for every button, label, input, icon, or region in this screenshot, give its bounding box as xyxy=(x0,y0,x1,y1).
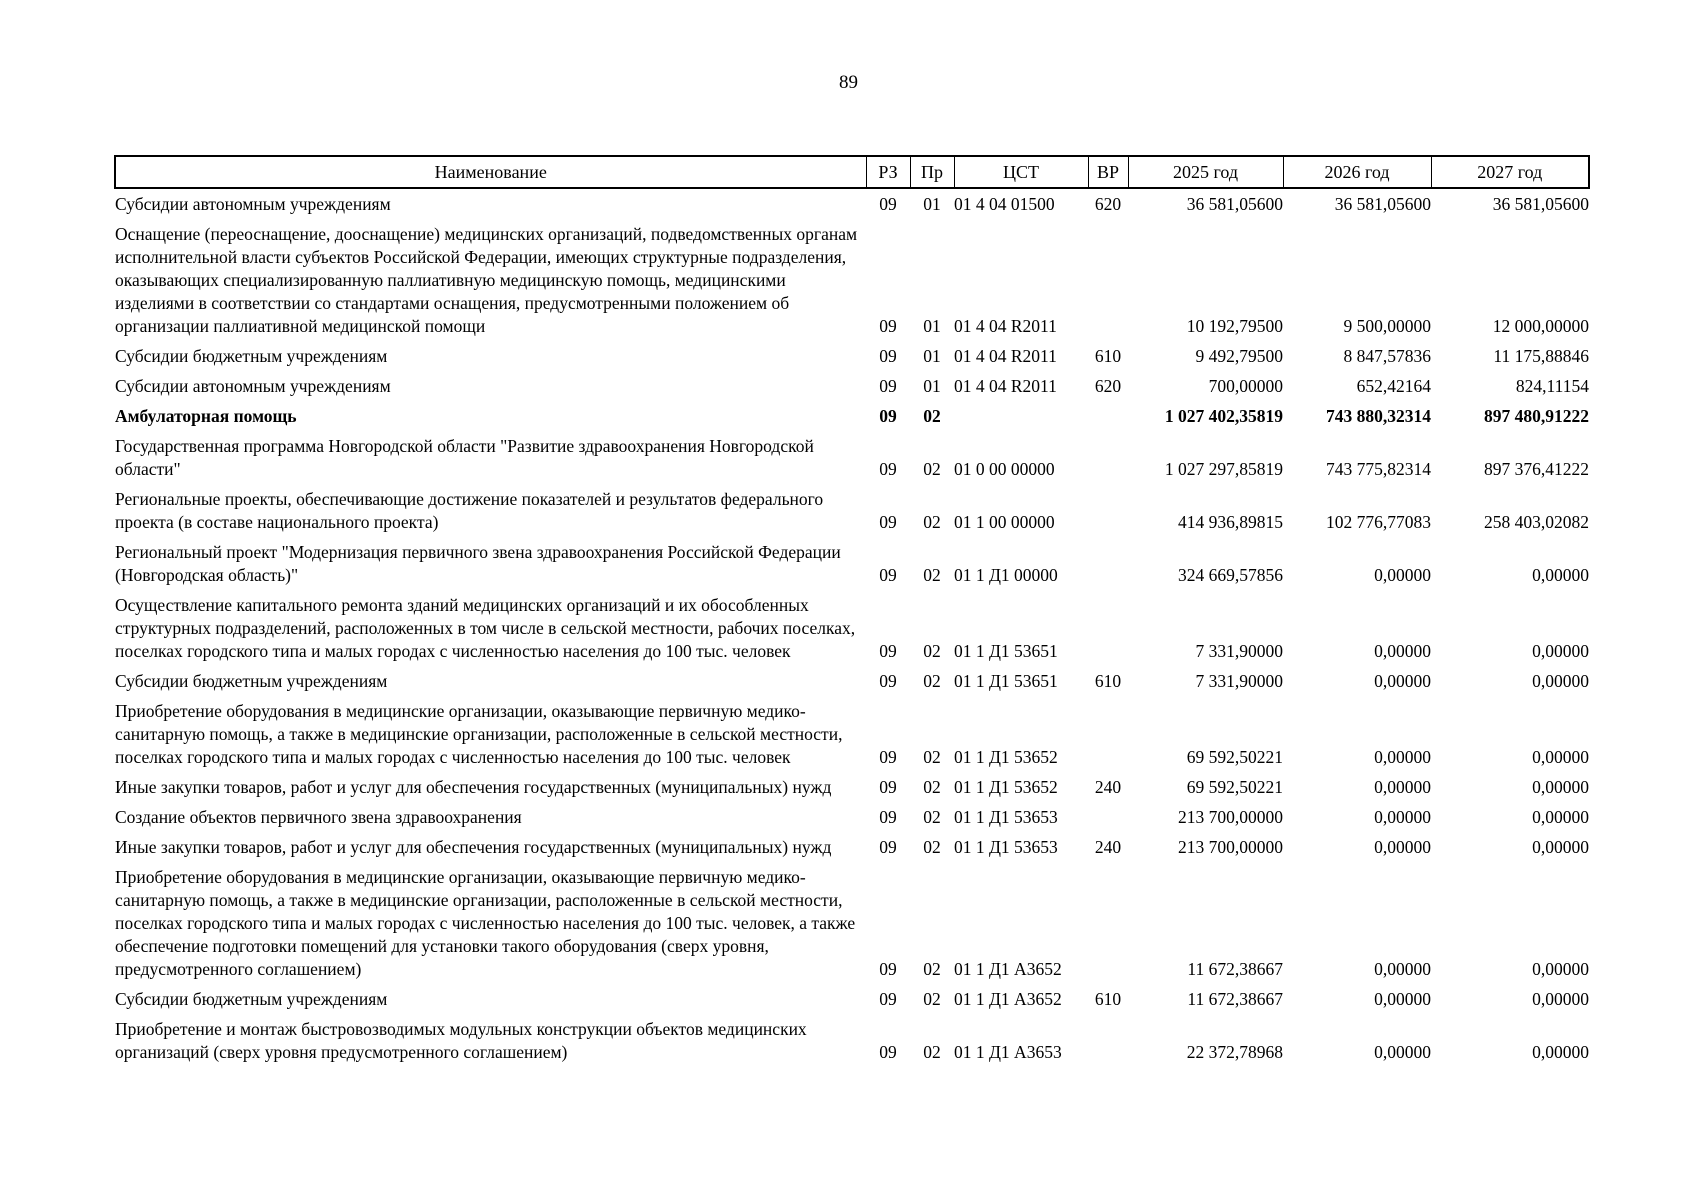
row-cst: 01 4 04 01500 xyxy=(954,194,1055,214)
row-rz: 09 xyxy=(879,346,897,366)
header-rz: РЗ xyxy=(866,156,910,188)
header-vr: ВР xyxy=(1088,156,1128,188)
row-amount-2027: 0,00000 xyxy=(1532,959,1589,979)
page-number: 89 xyxy=(839,72,858,93)
row-pr: 02 xyxy=(923,565,941,585)
row-cst: 01 4 04 R2011 xyxy=(954,316,1057,336)
row-vr xyxy=(1088,699,1128,775)
row-amount-2026: 0,00000 xyxy=(1374,671,1431,691)
row-cst: 01 1 Д1 А3652 xyxy=(954,989,1062,1009)
row-vr xyxy=(1088,865,1128,987)
row-rz: 09 xyxy=(879,837,897,857)
row-pr: 02 xyxy=(923,512,941,532)
row-name: Субсидии автономным учреждениям xyxy=(115,376,391,396)
row-amount-2027: 36 581,05600 xyxy=(1492,194,1589,214)
row-cst: 01 4 04 R2011 xyxy=(954,376,1057,396)
row-amount-2027: 0,00000 xyxy=(1532,837,1589,857)
row-amount-2025: 1 027 297,85819 xyxy=(1164,459,1283,479)
row-rz: 09 xyxy=(879,459,897,479)
row-name: Приобретение оборудования в медицинские организации, оказывающие первичную медико-санитарную помощь, а также в медицинские организации, расположенные в сельской местности, поселках городского типа и малых городах с численностью населения до 100 тыс. человек xyxy=(115,701,843,767)
row-name: Субсидии бюджетным учреждениям xyxy=(115,346,388,366)
row-amount-2026: 652,42164 xyxy=(1356,376,1431,396)
header-name: Наименование xyxy=(115,156,866,188)
row-name: Региональный проект "Модернизация первичного звена здравоохранения Российской Федерации (Новгородская область)" xyxy=(115,542,841,585)
table-row xyxy=(115,593,1589,669)
row-amount-2025: 700,00000 xyxy=(1208,376,1283,396)
row-vr xyxy=(1088,434,1128,487)
table-row xyxy=(115,540,1589,593)
row-amount-2027: 897 376,41222 xyxy=(1484,459,1589,479)
row-amount-2026: 9 500,00000 xyxy=(1343,316,1431,336)
row-cst: 01 0 00 00000 xyxy=(954,459,1055,479)
row-amount-2025: 9 492,79500 xyxy=(1195,346,1283,366)
row-name: Иные закупки товаров, работ и услуг для обеспечения государственных (муниципальных) нужд xyxy=(115,777,832,797)
row-pr: 01 xyxy=(923,376,941,396)
row-name: Создание объектов первичного звена здравоохранения xyxy=(115,807,522,827)
row-vr: 240 xyxy=(1094,837,1122,857)
row-amount-2026: 0,00000 xyxy=(1374,565,1431,585)
row-amount-2026: 0,00000 xyxy=(1374,641,1431,661)
table-row xyxy=(115,987,1589,1017)
row-pr: 02 xyxy=(923,959,941,979)
row-amount-2026: 743 880,32314 xyxy=(1326,406,1431,426)
row-vr: 240 xyxy=(1094,777,1122,797)
row-rz: 09 xyxy=(879,316,897,336)
table-row xyxy=(115,222,1589,344)
row-name: Осуществление капитального ремонта зданий медицинских организаций и их обособленных структурных подразделений, расположенных в том числе в сельской местности, рабочих поселках, поселках городского типа и малых городах с численностью населения до 100 тыс. человек xyxy=(115,595,856,661)
table-row xyxy=(115,188,1589,222)
row-amount-2027: 0,00000 xyxy=(1532,989,1589,1009)
row-amount-2025: 22 372,78968 xyxy=(1186,1042,1283,1062)
table-row xyxy=(115,699,1589,775)
row-name: Субсидии автономным учреждениям xyxy=(115,194,391,214)
row-rz: 09 xyxy=(879,512,897,532)
row-amount-2025: 7 331,90000 xyxy=(1195,641,1283,661)
row-pr: 02 xyxy=(923,671,941,691)
row-amount-2027: 0,00000 xyxy=(1532,747,1589,767)
table-row xyxy=(115,404,1589,434)
row-vr xyxy=(1088,593,1128,669)
row-amount-2025: 10 192,79500 xyxy=(1186,316,1283,336)
row-cst: 01 1 Д1 А3653 xyxy=(954,1042,1062,1062)
row-rz: 09 xyxy=(879,194,897,214)
table-row xyxy=(115,669,1589,699)
row-cst xyxy=(954,404,1088,434)
row-amount-2025: 7 331,90000 xyxy=(1195,671,1283,691)
row-amount-2025: 69 592,50221 xyxy=(1186,777,1283,797)
row-pr: 01 xyxy=(923,316,941,336)
row-pr: 02 xyxy=(923,837,941,857)
row-amount-2026: 0,00000 xyxy=(1374,1042,1431,1062)
row-name: Оснащение (переоснащение, дооснащение) медицинских организаций, подведомственных органам исполнительной власти субъектов Российской Федерации, имеющих структурные подразделения, оказывающих специализированную паллиативную медицинскую помощь, медицинскими изделиями в соответствии со стандартами оснащения, предусмотренными положением об организации паллиативной медицинской помощи xyxy=(115,224,858,336)
row-amount-2026: 102 776,77083 xyxy=(1326,512,1431,532)
row-amount-2026: 0,00000 xyxy=(1374,807,1431,827)
row-amount-2026: 0,00000 xyxy=(1374,837,1431,857)
row-cst: 01 1 Д1 53653 xyxy=(954,807,1058,827)
row-rz: 09 xyxy=(879,565,897,585)
row-amount-2026: 0,00000 xyxy=(1374,959,1431,979)
table-row xyxy=(115,865,1589,987)
row-pr: 02 xyxy=(923,1042,941,1062)
header-2027: 2027 год xyxy=(1431,156,1589,188)
row-cst: 01 1 00 00000 xyxy=(954,512,1055,532)
row-amount-2027: 0,00000 xyxy=(1532,671,1589,691)
row-amount-2027: 897 480,91222 xyxy=(1484,406,1589,426)
row-vr: 610 xyxy=(1094,346,1122,366)
row-vr xyxy=(1088,404,1128,434)
row-name: Региональные проекты, обеспечивающие достижение показателей и результатов федерального проекта (в составе национального проекта) xyxy=(115,489,824,532)
budget-table xyxy=(114,155,1590,1070)
row-amount-2027: 0,00000 xyxy=(1532,641,1589,661)
row-pr: 02 xyxy=(923,989,941,1009)
table-row xyxy=(115,1017,1589,1070)
row-name: Приобретение и монтаж быстровозводимых модульных конструкции объектов медицинских организаций (сверх уровня предусмотренного соглашением) xyxy=(115,1019,807,1062)
header-pr: Пр xyxy=(910,156,954,188)
row-cst: 01 1 Д1 53652 xyxy=(954,777,1058,797)
row-amount-2025: 1 027 402,35819 xyxy=(1164,406,1283,426)
row-amount-2027: 0,00000 xyxy=(1532,565,1589,585)
row-amount-2025: 69 592,50221 xyxy=(1186,747,1283,767)
row-pr: 02 xyxy=(923,406,941,426)
row-rz: 09 xyxy=(879,959,897,979)
row-rz: 09 xyxy=(879,406,897,426)
row-amount-2027: 0,00000 xyxy=(1532,807,1589,827)
row-vr: 610 xyxy=(1094,671,1122,691)
row-amount-2025: 11 672,38667 xyxy=(1187,959,1283,979)
row-amount-2025: 213 700,00000 xyxy=(1178,807,1283,827)
row-rz: 09 xyxy=(879,671,897,691)
row-amount-2026: 36 581,05600 xyxy=(1334,194,1431,214)
row-rz: 09 xyxy=(879,641,897,661)
table-row xyxy=(115,487,1589,540)
row-vr: 620 xyxy=(1094,376,1122,396)
row-rz: 09 xyxy=(879,989,897,1009)
row-amount-2025: 213 700,00000 xyxy=(1178,837,1283,857)
header-row xyxy=(115,156,1589,188)
row-name: Субсидии бюджетным учреждениям xyxy=(115,671,388,691)
row-cst: 01 1 Д1 00000 xyxy=(954,565,1058,585)
row-amount-2027: 824,11154 xyxy=(1515,376,1589,396)
table-row xyxy=(115,344,1589,374)
row-amount-2027: 11 175,88846 xyxy=(1493,346,1589,366)
row-vr xyxy=(1088,805,1128,835)
header-2026: 2026 год xyxy=(1283,156,1431,188)
table-body xyxy=(115,188,1589,1070)
row-rz: 09 xyxy=(879,747,897,767)
table-row xyxy=(115,775,1589,805)
row-pr: 02 xyxy=(923,459,941,479)
row-vr: 610 xyxy=(1094,989,1122,1009)
row-amount-2025: 414 936,89815 xyxy=(1178,512,1283,532)
row-vr xyxy=(1088,540,1128,593)
row-vr: 620 xyxy=(1094,194,1122,214)
table-row xyxy=(115,805,1589,835)
row-pr: 02 xyxy=(923,777,941,797)
row-name: Иные закупки товаров, работ и услуг для обеспечения государственных (муниципальных) нужд xyxy=(115,837,832,857)
header-cst: ЦСТ xyxy=(954,156,1088,188)
row-amount-2025: 324 669,57856 xyxy=(1178,565,1283,585)
row-pr: 01 xyxy=(923,346,941,366)
row-pr: 02 xyxy=(923,747,941,767)
row-amount-2025: 36 581,05600 xyxy=(1186,194,1283,214)
row-name: Субсидии бюджетным учреждениям xyxy=(115,989,388,1009)
table-row xyxy=(115,374,1589,404)
row-amount-2026: 743 775,82314 xyxy=(1326,459,1431,479)
row-amount-2027: 12 000,00000 xyxy=(1492,316,1589,336)
row-amount-2026: 0,00000 xyxy=(1374,989,1431,1009)
row-cst: 01 1 Д1 53653 xyxy=(954,837,1058,857)
table-row xyxy=(115,835,1589,865)
row-rz: 09 xyxy=(879,1042,897,1062)
row-cst: 01 4 04 R2011 xyxy=(954,346,1057,366)
row-cst: 01 1 Д1 53651 xyxy=(954,671,1058,691)
row-name: Государственная программа Новгородской области "Развитие здравоохранения Новгородской области" xyxy=(115,436,814,479)
row-amount-2025: 11 672,38667 xyxy=(1187,989,1283,1009)
row-vr xyxy=(1088,222,1128,344)
row-vr xyxy=(1088,487,1128,540)
row-rz: 09 xyxy=(879,376,897,396)
row-rz: 09 xyxy=(879,807,897,827)
row-name: Приобретение оборудования в медицинские организации, оказывающие первичную медико-санитарную помощь, а также в медицинские организации, расположенные в сельской местности, поселках городского типа и малых городах с численностью населения до 100 тыс. человек, а также обеспечение подготовки помещений для установки такого оборудования (сверх уровня, предусмотренного соглашением) xyxy=(115,867,856,979)
table-row xyxy=(115,434,1589,487)
header-2025: 2025 год xyxy=(1128,156,1283,188)
row-rz: 09 xyxy=(879,777,897,797)
row-name: Амбулаторная помощь xyxy=(115,406,297,426)
row-pr: 02 xyxy=(923,807,941,827)
row-cst: 01 1 Д1 53652 xyxy=(954,747,1058,767)
row-pr: 02 xyxy=(923,641,941,661)
row-vr xyxy=(1088,1017,1128,1070)
row-cst: 01 1 Д1 А3652 xyxy=(954,959,1062,979)
row-amount-2026: 0,00000 xyxy=(1374,747,1431,767)
row-amount-2026: 8 847,57836 xyxy=(1343,346,1431,366)
row-amount-2027: 258 403,02082 xyxy=(1484,512,1589,532)
row-amount-2027: 0,00000 xyxy=(1532,1042,1589,1062)
row-amount-2027: 0,00000 xyxy=(1532,777,1589,797)
row-pr: 01 xyxy=(923,194,941,214)
row-cst: 01 1 Д1 53651 xyxy=(954,641,1058,661)
row-amount-2026: 0,00000 xyxy=(1374,777,1431,797)
